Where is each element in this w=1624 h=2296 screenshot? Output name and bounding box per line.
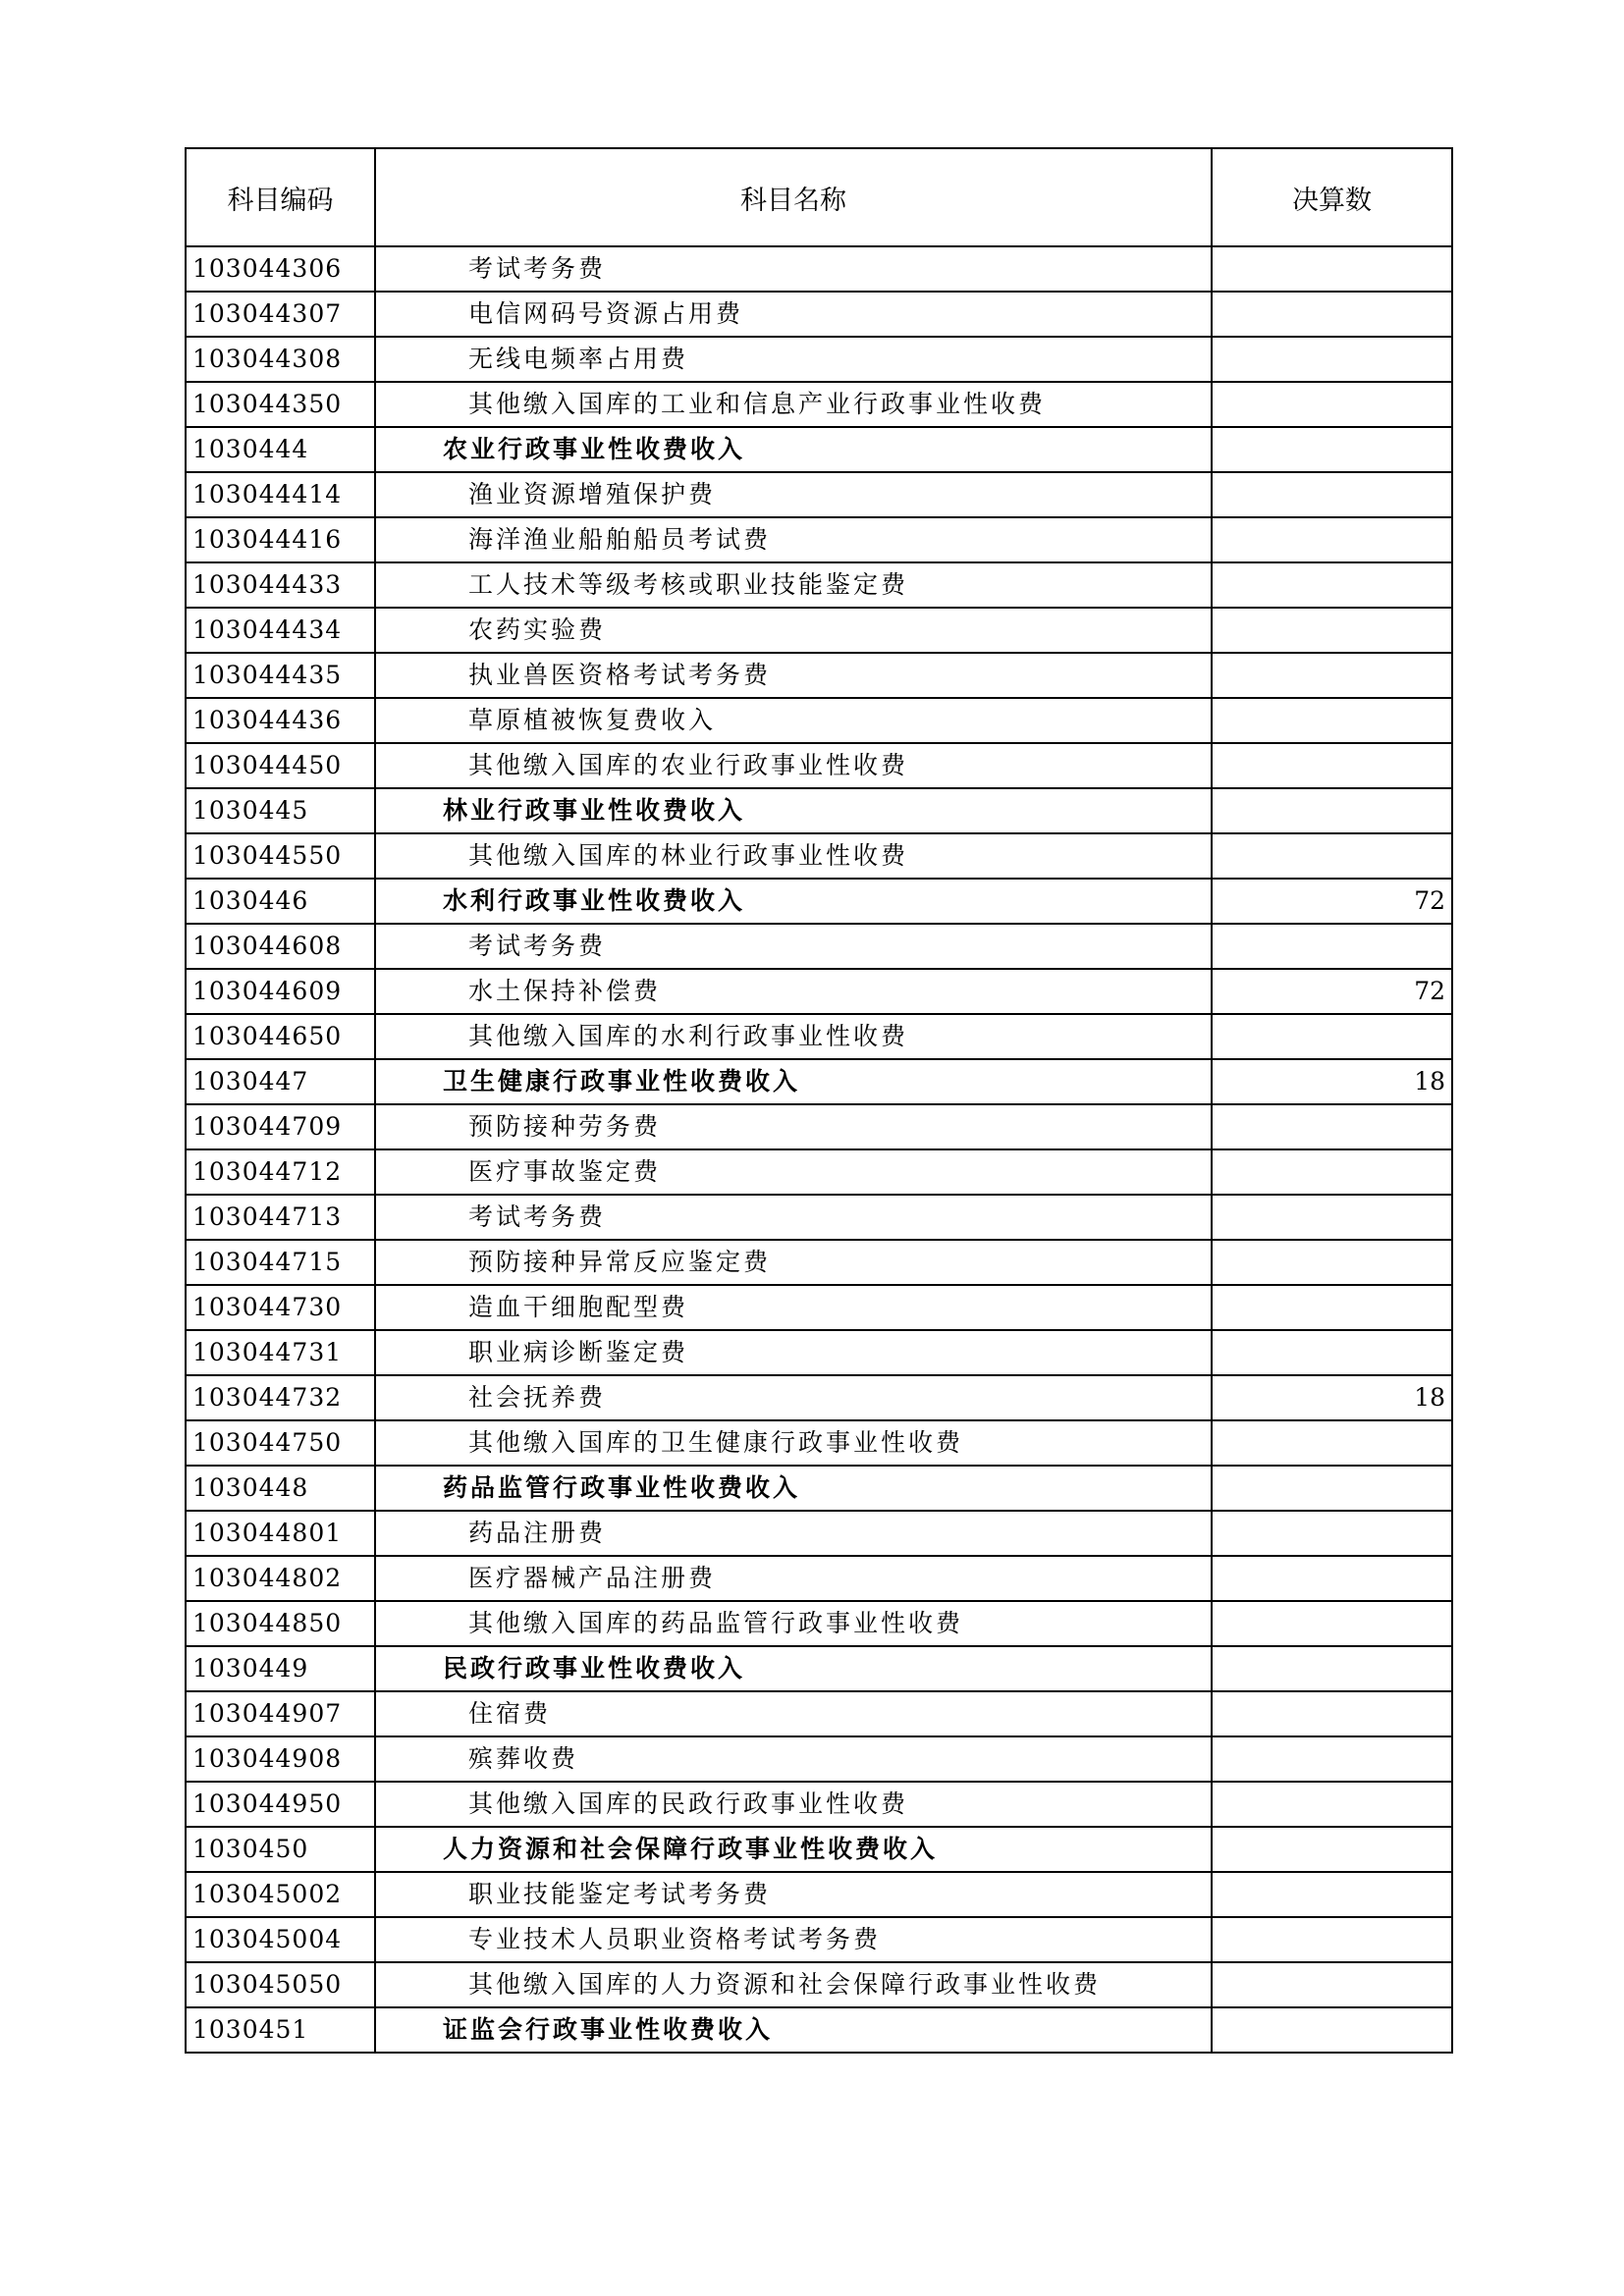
cell-code: 103044715 xyxy=(186,1240,375,1285)
table-row-category xyxy=(186,879,1452,924)
cell-code: 103044414 xyxy=(186,472,375,517)
cell-name: 职业技能鉴定考试考务费 xyxy=(375,1872,1212,1917)
table-row xyxy=(186,1014,1452,1059)
cell-amount: 18 xyxy=(1212,1059,1452,1104)
cell-code: 103044730 xyxy=(186,1285,375,1330)
cell-code: 103044950 xyxy=(186,1782,375,1827)
cell-amount xyxy=(1212,1511,1452,1556)
cell-code: 103044732 xyxy=(186,1375,375,1420)
cell-amount xyxy=(1212,1195,1452,1240)
table-row xyxy=(186,969,1452,1014)
cell-code: 103044416 xyxy=(186,517,375,562)
cell-code: 103044712 xyxy=(186,1149,375,1195)
cell-code: 103044436 xyxy=(186,698,375,743)
cell-code: 1030448 xyxy=(186,1466,375,1511)
cell-amount xyxy=(1212,1466,1452,1511)
cell-name: 造血干细胞配型费 xyxy=(375,1285,1212,1330)
cell-amount xyxy=(1212,562,1452,608)
cell-amount xyxy=(1212,653,1452,698)
cell-code: 1030451 xyxy=(186,2007,375,2053)
cell-code: 103044802 xyxy=(186,1556,375,1601)
cell-name: 电信网码号资源占用费 xyxy=(375,292,1212,337)
table-row-category xyxy=(186,1646,1452,1691)
cell-amount xyxy=(1212,1736,1452,1782)
cell-name: 考试考务费 xyxy=(375,1195,1212,1240)
cell-amount: 72 xyxy=(1212,879,1452,924)
cell-name: 其他缴入国库的卫生健康行政事业性收费 xyxy=(375,1420,1212,1466)
header-code: 科目编码 xyxy=(186,148,375,246)
cell-name: 专业技术人员职业资格考试考务费 xyxy=(375,1917,1212,1962)
cell-amount xyxy=(1212,1782,1452,1827)
cell-amount xyxy=(1212,608,1452,653)
table-row xyxy=(186,1962,1452,2007)
cell-code: 103044434 xyxy=(186,608,375,653)
cell-code: 1030449 xyxy=(186,1646,375,1691)
cell-amount xyxy=(1212,1872,1452,1917)
cell-name: 药品监管行政事业性收费收入 xyxy=(375,1466,1212,1511)
cell-amount xyxy=(1212,788,1452,833)
table-row xyxy=(186,608,1452,653)
cell-amount xyxy=(1212,1014,1452,1059)
budget-table xyxy=(185,147,1453,2054)
table-row-category xyxy=(186,2007,1452,2053)
table-row xyxy=(186,698,1452,743)
table-row xyxy=(186,1375,1452,1420)
table-row xyxy=(186,1240,1452,1285)
table-row xyxy=(186,337,1452,382)
cell-code: 1030445 xyxy=(186,788,375,833)
table-row xyxy=(186,1195,1452,1240)
cell-name: 草原植被恢复费收入 xyxy=(375,698,1212,743)
cell-amount xyxy=(1212,743,1452,788)
table-row xyxy=(186,1104,1452,1149)
table-row xyxy=(186,1601,1452,1646)
cell-name: 证监会行政事业性收费收入 xyxy=(375,2007,1212,2053)
cell-amount xyxy=(1212,1646,1452,1691)
cell-code: 103045050 xyxy=(186,1962,375,2007)
cell-amount xyxy=(1212,292,1452,337)
cell-amount xyxy=(1212,337,1452,382)
cell-name: 社会抚养费 xyxy=(375,1375,1212,1420)
table-row xyxy=(186,246,1452,292)
cell-amount xyxy=(1212,427,1452,472)
cell-code: 103044907 xyxy=(186,1691,375,1736)
cell-name: 水利行政事业性收费收入 xyxy=(375,879,1212,924)
cell-amount xyxy=(1212,1917,1452,1962)
cell-name: 殡葬收费 xyxy=(375,1736,1212,1782)
cell-name: 考试考务费 xyxy=(375,246,1212,292)
cell-name: 执业兽医资格考试考务费 xyxy=(375,653,1212,698)
cell-amount xyxy=(1212,924,1452,969)
cell-name: 海洋渔业船舶船员考试费 xyxy=(375,517,1212,562)
cell-amount xyxy=(1212,2007,1452,2053)
header-amount: 决算数 xyxy=(1212,148,1452,246)
table-row xyxy=(186,1420,1452,1466)
cell-code: 103045004 xyxy=(186,1917,375,1962)
cell-name: 其他缴入国库的工业和信息产业行政事业性收费 xyxy=(375,382,1212,427)
cell-amount xyxy=(1212,1285,1452,1330)
cell-code: 103044713 xyxy=(186,1195,375,1240)
table-row xyxy=(186,1782,1452,1827)
table-row xyxy=(186,924,1452,969)
cell-amount xyxy=(1212,246,1452,292)
table-row-category xyxy=(186,1059,1452,1104)
cell-name: 其他缴入国库的农业行政事业性收费 xyxy=(375,743,1212,788)
cell-code: 103044850 xyxy=(186,1601,375,1646)
table-row xyxy=(186,1736,1452,1782)
cell-name: 其他缴入国库的林业行政事业性收费 xyxy=(375,833,1212,879)
cell-name: 农药实验费 xyxy=(375,608,1212,653)
table-row xyxy=(186,743,1452,788)
cell-code: 103044731 xyxy=(186,1330,375,1375)
cell-name: 卫生健康行政事业性收费收入 xyxy=(375,1059,1212,1104)
cell-name: 其他缴入国库的人力资源和社会保障行政事业性收费 xyxy=(375,1962,1212,2007)
cell-code: 103044308 xyxy=(186,337,375,382)
cell-amount xyxy=(1212,1827,1452,1872)
cell-amount xyxy=(1212,517,1452,562)
table-row-category xyxy=(186,1827,1452,1872)
table-row xyxy=(186,1872,1452,1917)
cell-amount xyxy=(1212,1104,1452,1149)
cell-amount: 72 xyxy=(1212,969,1452,1014)
table-header-row xyxy=(186,148,1452,246)
table-row xyxy=(186,382,1452,427)
cell-amount xyxy=(1212,1240,1452,1285)
cell-name: 民政行政事业性收费收入 xyxy=(375,1646,1212,1691)
cell-name: 人力资源和社会保障行政事业性收费收入 xyxy=(375,1827,1212,1872)
cell-code: 103044709 xyxy=(186,1104,375,1149)
cell-code: 103044306 xyxy=(186,246,375,292)
cell-amount xyxy=(1212,472,1452,517)
cell-name: 医疗事故鉴定费 xyxy=(375,1149,1212,1195)
table-row xyxy=(186,1149,1452,1195)
cell-name: 无线电频率占用费 xyxy=(375,337,1212,382)
cell-amount xyxy=(1212,1149,1452,1195)
cell-amount xyxy=(1212,1420,1452,1466)
cell-name: 工人技术等级考核或职业技能鉴定费 xyxy=(375,562,1212,608)
cell-code: 103044435 xyxy=(186,653,375,698)
cell-code: 103044307 xyxy=(186,292,375,337)
cell-amount xyxy=(1212,698,1452,743)
cell-amount: 18 xyxy=(1212,1375,1452,1420)
table-row xyxy=(186,562,1452,608)
table-row xyxy=(186,1691,1452,1736)
cell-amount xyxy=(1212,1962,1452,2007)
table-row xyxy=(186,1511,1452,1556)
cell-name: 预防接种劳务费 xyxy=(375,1104,1212,1149)
cell-name: 其他缴入国库的民政行政事业性收费 xyxy=(375,1782,1212,1827)
cell-name: 林业行政事业性收费收入 xyxy=(375,788,1212,833)
table-row-category xyxy=(186,1466,1452,1511)
cell-amount xyxy=(1212,1330,1452,1375)
cell-name: 医疗器械产品注册费 xyxy=(375,1556,1212,1601)
cell-name: 预防接种异常反应鉴定费 xyxy=(375,1240,1212,1285)
cell-code: 103044433 xyxy=(186,562,375,608)
cell-code: 1030444 xyxy=(186,427,375,472)
cell-code: 1030450 xyxy=(186,1827,375,1872)
cell-code: 103044908 xyxy=(186,1736,375,1782)
table-row xyxy=(186,292,1452,337)
cell-amount xyxy=(1212,1556,1452,1601)
cell-name: 其他缴入国库的药品监管行政事业性收费 xyxy=(375,1601,1212,1646)
table-row xyxy=(186,833,1452,879)
cell-code: 103045002 xyxy=(186,1872,375,1917)
cell-name: 农业行政事业性收费收入 xyxy=(375,427,1212,472)
cell-code: 103044750 xyxy=(186,1420,375,1466)
header-name: 科目名称 xyxy=(375,148,1212,246)
cell-name: 考试考务费 xyxy=(375,924,1212,969)
table-row xyxy=(186,517,1452,562)
cell-amount xyxy=(1212,1691,1452,1736)
table-row-category xyxy=(186,788,1452,833)
cell-code: 1030447 xyxy=(186,1059,375,1104)
table-row xyxy=(186,1285,1452,1330)
cell-amount xyxy=(1212,833,1452,879)
table-row xyxy=(186,1330,1452,1375)
cell-amount xyxy=(1212,1601,1452,1646)
cell-code: 1030446 xyxy=(186,879,375,924)
cell-code: 103044801 xyxy=(186,1511,375,1556)
table-row xyxy=(186,1556,1452,1601)
cell-name: 住宿费 xyxy=(375,1691,1212,1736)
cell-amount xyxy=(1212,382,1452,427)
cell-code: 103044609 xyxy=(186,969,375,1014)
table-row-category xyxy=(186,427,1452,472)
cell-name: 职业病诊断鉴定费 xyxy=(375,1330,1212,1375)
table-body xyxy=(186,246,1452,2053)
cell-name: 渔业资源增殖保护费 xyxy=(375,472,1212,517)
table-row xyxy=(186,472,1452,517)
cell-code: 103044450 xyxy=(186,743,375,788)
cell-code: 103044350 xyxy=(186,382,375,427)
cell-name: 其他缴入国库的水利行政事业性收费 xyxy=(375,1014,1212,1059)
table-row xyxy=(186,653,1452,698)
table-row xyxy=(186,1917,1452,1962)
cell-name: 药品注册费 xyxy=(375,1511,1212,1556)
cell-code: 103044550 xyxy=(186,833,375,879)
cell-name: 水土保持补偿费 xyxy=(375,969,1212,1014)
cell-code: 103044608 xyxy=(186,924,375,969)
cell-code: 103044650 xyxy=(186,1014,375,1059)
